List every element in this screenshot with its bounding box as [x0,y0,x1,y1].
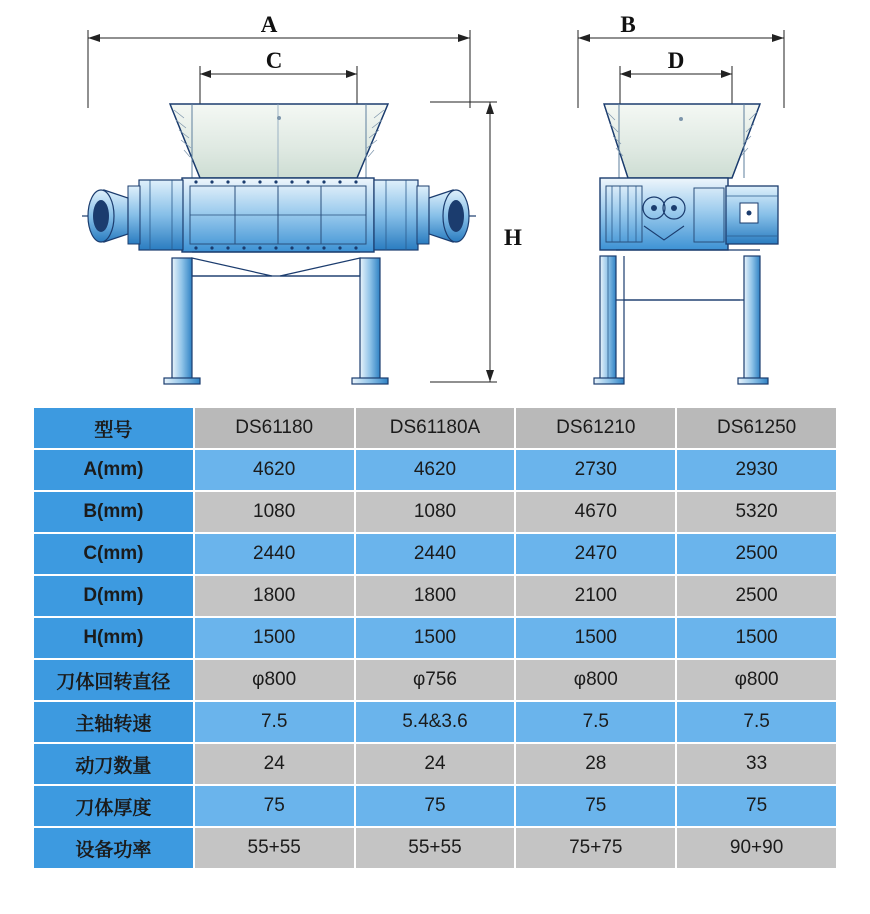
table-cell: 1080 [195,492,354,532]
table-cell: 2930 [677,450,836,490]
table-cell: 2440 [195,534,354,574]
table-cell: 1500 [356,618,515,658]
technical-drawing [0,0,870,398]
table-cell: 75 [195,786,354,826]
table-cell: 75 [356,786,515,826]
table-row [34,450,836,490]
table-row [34,660,836,700]
table-header-cell-4: DS61250 [677,408,836,448]
row-label-h: H(mm) [34,618,193,658]
table-cell: 1800 [195,576,354,616]
table-header-row [34,408,836,448]
table-cell: 75+75 [516,828,675,868]
table-cell: φ800 [677,660,836,700]
support-leg-side-right [738,256,768,384]
row-label-d: D(mm) [34,576,193,616]
support-leg-front-left [164,258,272,384]
table-cell: 2730 [516,450,675,490]
table-cell: 24 [356,744,515,784]
row-label-c: C(mm) [34,534,193,574]
side-view-shredder [578,12,784,384]
table-cell: 55+55 [195,828,354,868]
hopper-front [170,104,388,178]
table-header-cell-3: DS61210 [516,408,675,448]
table-cell: 7.5 [516,702,675,742]
table-cell: 2440 [356,534,515,574]
row-label-b: B(mm) [34,492,193,532]
table-cell: 75 [677,786,836,826]
bearing-housing-right [374,180,429,250]
dimension-label-a: A [260,12,278,37]
row-label-power: 设备功率 [34,828,193,868]
table-row [34,744,836,784]
table-cell: 5320 [677,492,836,532]
table-cell: 4620 [195,450,354,490]
table-cell: 1500 [195,618,354,658]
table-row [34,576,836,616]
row-label-a: A(mm) [34,450,193,490]
row-label-blade-count: 动刀数量 [34,744,193,784]
dimension-h [430,102,497,382]
table-cell: 2500 [677,534,836,574]
table-cell: 75 [516,786,675,826]
front-view-shredder [82,12,522,384]
dimension-label-d: D [667,48,685,73]
cutting-chamber-front [182,178,374,252]
table-cell: φ756 [356,660,515,700]
drawing-svg [0,0,870,398]
bearing-housing-left [128,180,183,250]
table-cell: 4620 [356,450,515,490]
table-cell: 1500 [677,618,836,658]
table-cell: 2100 [516,576,675,616]
cutting-chamber-side [600,178,728,250]
row-label-blade-thickness: 刀体厚度 [34,786,193,826]
table-cell: 5.4&3.6 [356,702,515,742]
table-row [34,786,836,826]
support-leg-side-left [594,256,624,384]
row-label-rotor-diameter: 刀体回转直径 [34,660,193,700]
cross-brace-side [616,256,744,378]
table-row [34,618,836,658]
drive-shaft-right [429,190,476,242]
table-header-cell-2: DS61180A [356,408,515,448]
table-cell: φ800 [195,660,354,700]
table-cell: 2470 [516,534,675,574]
dimension-label-h: H [504,225,522,250]
table-cell: 1500 [516,618,675,658]
table-header-cell-model: 型号 [34,408,193,448]
motor-side [726,186,778,244]
table-cell: 24 [195,744,354,784]
table-header-cell-1: DS61180 [195,408,354,448]
row-label-spindle-speed: 主轴转速 [34,702,193,742]
table-row [34,492,836,532]
table-row [34,828,836,868]
table-cell: 33 [677,744,836,784]
support-leg-front-right [280,258,388,384]
drive-shaft-left [82,190,128,242]
specification-table [32,406,838,870]
table-cell: 1800 [356,576,515,616]
dimension-label-b: B [620,12,636,37]
table-cell: 4670 [516,492,675,532]
dimension-label-c: C [265,48,283,73]
table-cell: 7.5 [195,702,354,742]
table-cell: 90+90 [677,828,836,868]
table-cell: 28 [516,744,675,784]
table-cell: 2500 [677,576,836,616]
hopper-side [604,104,760,178]
table-row [34,534,836,574]
table-cell: 1080 [356,492,515,532]
table-cell: 55+55 [356,828,515,868]
table-cell: φ800 [516,660,675,700]
table-row [34,702,836,742]
table-cell: 7.5 [677,702,836,742]
